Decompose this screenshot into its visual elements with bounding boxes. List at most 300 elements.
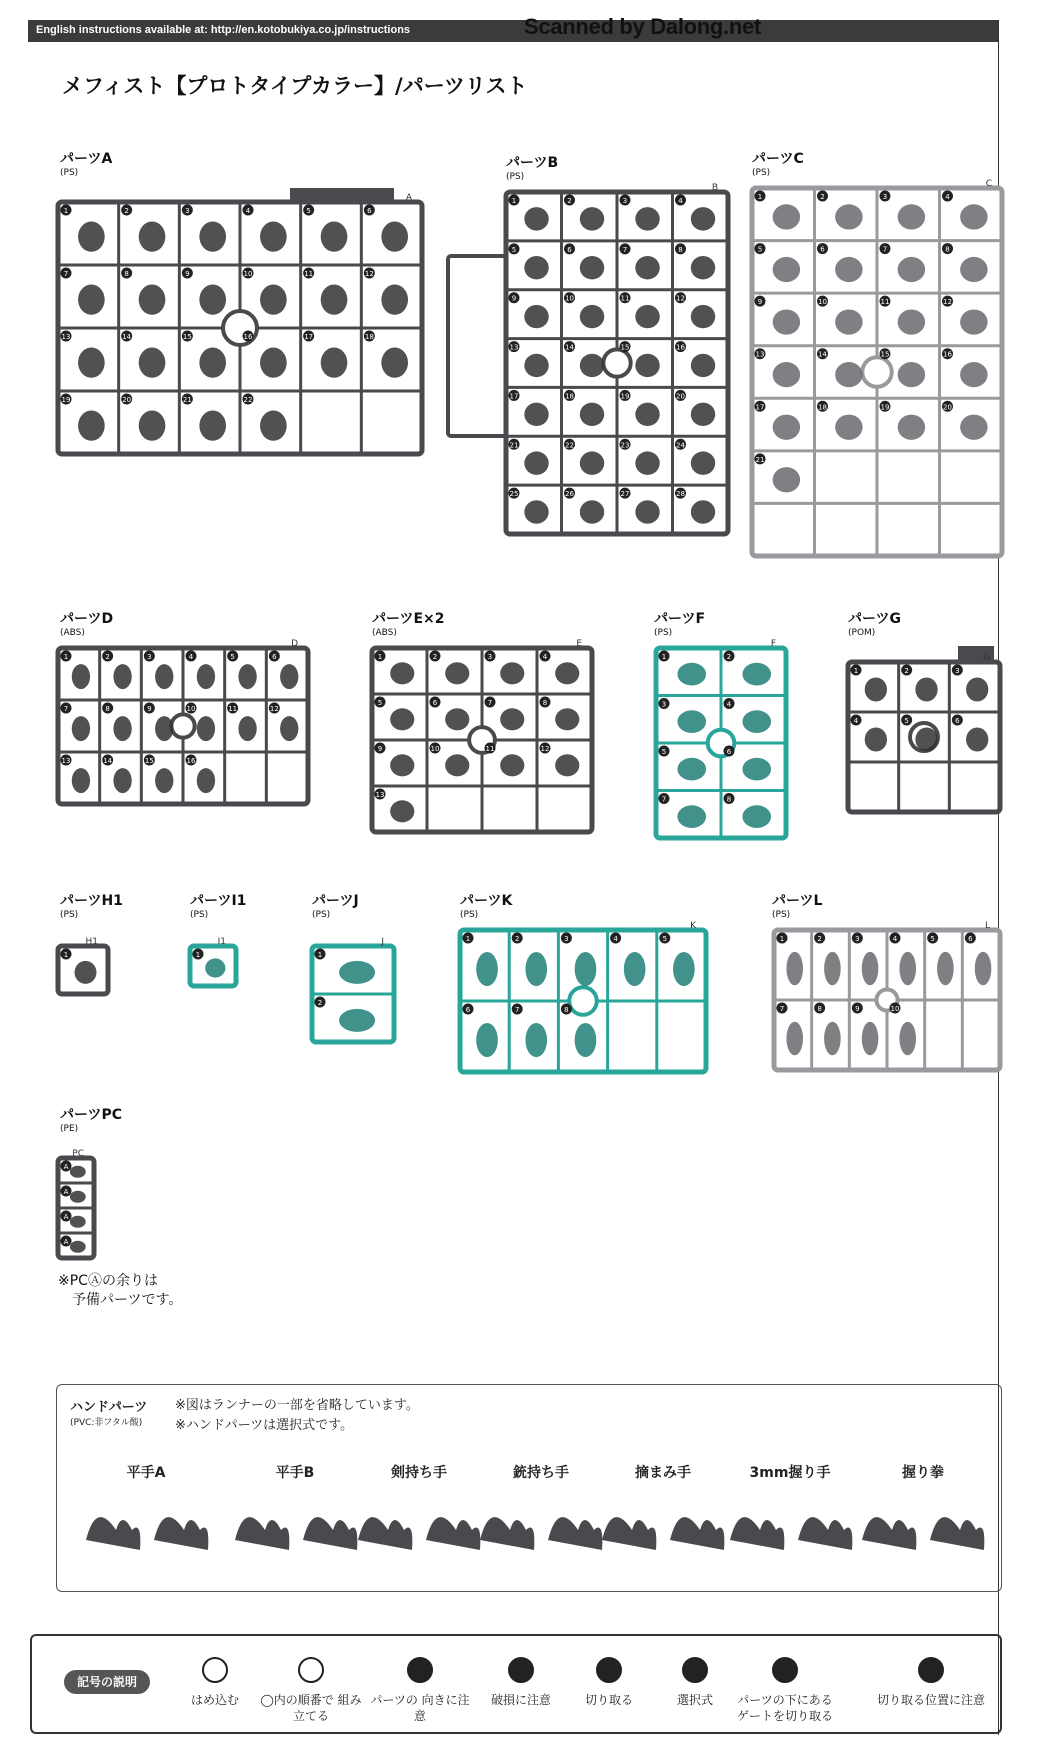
part-shape [199,411,226,441]
part-shape [524,500,548,523]
part-shape [742,710,771,733]
part-shape [70,1216,86,1228]
part-number: 7 [882,245,888,254]
part-number: 19 [620,392,630,401]
part-number: 2 [567,197,572,205]
part-number: 8 [124,270,129,278]
part-number: 10 [565,294,574,303]
part-number: 8 [542,699,548,707]
part-shape [773,362,801,387]
part-shape [280,716,298,741]
part-number: 17 [755,403,765,412]
hand-label-5: 摘まみ手 [635,1465,691,1481]
part-number: 9 [855,1005,860,1013]
part-shape [824,952,841,986]
legend-box [30,1634,1002,1734]
hand-parts-notes: ※図はランナーの一部を省略しています。 ※ハンドパーツは選択式です。 [175,1398,419,1433]
part-number: 6 [272,653,277,661]
part-number: 6 [820,245,825,254]
part-number: 1 [195,951,201,959]
part-shape [635,451,659,474]
runner-label-g: パーツG (POM) [848,611,901,638]
part-number: 15 [620,343,630,352]
part-number: 6 [432,699,438,707]
part-number: 2 [726,653,732,661]
part-number: 22 [243,396,253,404]
part-shape [742,663,771,686]
part-shape [691,207,715,230]
part-shape [773,204,801,229]
part-number: A [63,1238,69,1246]
part-shape [390,662,414,684]
part-shape [500,662,524,684]
part-number: 8 [817,1005,822,1013]
part-shape [78,285,105,315]
part-number: 16 [186,757,196,765]
part-shape [70,1191,86,1203]
part-number: 7 [514,1006,520,1014]
part-shape [824,1022,841,1056]
part-shape [381,222,408,252]
part-shape [773,415,801,440]
part-shape [691,256,715,279]
part-number: 11 [880,298,890,307]
part-shape [915,678,937,702]
part-shape [677,663,706,686]
runner-letter: PC [72,1149,84,1159]
part-number: 13 [375,791,385,799]
part-shape [677,758,706,781]
part-shape [835,204,863,229]
part-shape [742,758,771,781]
part-shape [862,952,879,986]
part-shape [898,362,926,387]
part-shape [139,222,166,252]
part-number: 1 [661,653,667,661]
part-number: 25 [509,490,519,499]
part-shape [865,728,887,752]
part-shape [773,467,801,492]
hand-label-4: 銃持ち手 [513,1465,569,1481]
part-number: 7 [63,270,69,278]
part-shape [960,257,988,282]
part-number: 2 [820,193,825,201]
part-number: 12 [676,294,685,303]
part-shape [960,204,988,229]
part-shape [580,354,604,377]
part-number: 1 [377,653,383,661]
part-number: 13 [61,333,71,341]
legend-label-5: 切り取る [584,1693,633,1707]
part-number: 1 [63,207,69,215]
part-shape [260,411,287,441]
part-shape [72,768,90,793]
part-shape [975,952,992,986]
part-number: 12 [364,270,374,278]
part-shape [960,309,988,334]
part-shape [476,952,498,986]
part-shape [139,348,166,378]
part-shape [381,348,408,378]
legend-label-3: パーツの 向きに注意 [370,1693,470,1723]
part-shape [773,309,801,334]
part-shape [580,403,604,426]
runner-letter: G [983,653,990,663]
part-shape [280,664,298,689]
part-shape [524,354,548,377]
part-shape [898,204,926,229]
hand-label-1: 平手A [126,1465,166,1481]
part-number: 24 [676,441,685,450]
part-number: 13 [755,350,765,359]
part-shape [445,662,469,684]
part-shape [899,952,916,986]
part-shape [155,768,173,793]
part-shape [476,1023,498,1057]
legend-label-1: はめ込む [190,1693,239,1707]
part-number: 16 [943,350,952,359]
part-shape [898,309,926,334]
part-number: 5 [661,748,667,756]
runner-label-j: パーツJ (PS) [312,893,359,920]
page-title: メフィスト【プロトタイプカラー】/パーツリスト [62,74,528,98]
part-number: 14 [818,350,827,359]
part-shape [898,257,926,282]
part-number: 2 [105,653,110,661]
part-shape [624,952,646,986]
part-number: 1 [317,951,323,959]
part-number: 20 [676,392,685,401]
runner-letter: C [985,179,992,189]
part-shape [445,708,469,730]
part-shape [635,403,659,426]
part-number: 14 [103,757,113,765]
part-number: 7 [63,705,69,713]
part-shape [381,285,408,315]
legend-label-7: パーツの下にある ゲートを切り取る [736,1693,833,1723]
part-number: A [63,1163,69,1171]
part-number: 8 [726,795,732,804]
part-shape [960,362,988,387]
part-number: 28 [676,490,685,499]
part-number: 11 [228,705,238,713]
part-number: 10 [243,270,253,278]
part-number: 2 [317,999,323,1007]
part-shape [197,716,215,741]
part-shape [691,451,715,474]
part-shape [524,305,548,328]
part-shape [525,1023,547,1057]
part-shape [580,451,604,474]
part-shape [197,768,215,793]
runner-label-l: パーツL (PS) [772,893,823,920]
part-number: 10 [818,298,827,307]
part-shape [835,257,863,282]
part-number: 1 [779,935,785,943]
part-number: 12 [943,298,952,307]
part-shape [524,403,548,426]
part-shape [862,1022,879,1056]
part-number: 15 [182,333,192,341]
part-number: 2 [432,653,438,661]
runner-hub [603,349,630,376]
part-number: 3 [855,935,860,943]
part-shape [321,348,348,378]
hand-parts-title: ハンドパーツ (PVC:非フタル酸) [70,1400,148,1428]
part-shape [139,411,166,441]
hand-label-2: 平手B [275,1465,315,1481]
part-shape [575,1023,597,1057]
part-shape [937,952,954,986]
part-number: 8 [678,245,683,254]
part-shape [113,716,131,741]
legend-label-6: 選択式 [676,1693,713,1707]
part-shape [635,305,659,328]
part-shape [321,222,348,252]
part-number: 3 [185,207,190,215]
part-number: 1 [465,935,471,943]
part-shape [635,256,659,279]
part-number: 7 [487,699,493,707]
part-number: 8 [945,245,950,254]
part-shape [72,716,90,741]
part-number: 3 [564,935,569,943]
part-shape [691,403,715,426]
part-number: 18 [818,403,827,412]
part-number: 5 [662,935,668,943]
part-shape [390,800,414,822]
part-number: 10 [430,745,440,753]
part-number: 17 [509,392,519,401]
part-number: 6 [955,717,960,725]
runner-hub [171,714,194,737]
runner-letter: I1 [217,937,226,947]
part-shape [580,256,604,279]
runner-letter: K [690,921,696,931]
part-number: 11 [485,745,495,753]
legend-label-8: 切り取る位置に注意 [876,1693,985,1707]
part-shape [898,415,926,440]
runner-letter: J [381,937,384,947]
part-number: 11 [620,294,630,303]
part-number: 9 [185,270,190,278]
part-shape [691,305,715,328]
part-shape [500,708,524,730]
part-shape [199,222,226,252]
runner-label-a: パーツA (PS) [60,151,113,178]
part-shape [238,664,256,689]
part-shape [524,451,548,474]
part-number: 10 [186,705,196,713]
part-number: 3 [487,653,493,661]
part-shape [199,348,226,378]
part-shape [580,207,604,230]
english-url: English instructions available at: http://en.kotobukiya.co.jp/instructions [36,24,411,36]
part-number: 4 [542,653,548,661]
hand-label-6: 3mm握り手 [749,1465,831,1481]
part-number: 16 [243,333,253,341]
part-number: 18 [364,333,374,341]
part-number: 15 [144,757,154,765]
runner-side-frame [448,256,506,436]
part-shape [500,754,524,776]
part-shape [445,754,469,776]
part-number: 21 [755,455,765,464]
part-number: 1 [511,197,517,205]
part-number: 19 [880,403,890,412]
part-number: 11 [304,270,314,278]
part-shape [677,710,706,733]
part-number: 20 [943,403,952,412]
runner-letter: E [576,639,582,649]
part-number: 3 [147,653,152,661]
part-shape [691,500,715,523]
part-number: 1 [757,193,763,201]
part-shape [915,728,937,752]
part-shape [139,285,166,315]
part-shape [524,207,548,230]
part-shape [786,1022,803,1056]
part-number: 21 [509,441,519,450]
runner-letter: F [770,639,776,649]
part-number: 9 [147,705,152,713]
part-number: 10 [890,1005,900,1013]
part-number: 3 [955,667,960,675]
part-shape [835,362,863,387]
part-number: 2 [817,935,822,943]
part-shape [339,1009,375,1032]
part-shape [78,411,105,441]
part-number: 18 [565,392,574,401]
part-number: 3 [661,700,667,709]
part-number: 2 [124,207,129,215]
part-shape [321,285,348,315]
part-shape [835,415,863,440]
part-number: 9 [377,745,383,753]
part-shape [635,354,659,377]
part-number: 5 [230,653,235,661]
part-shape [555,662,579,684]
part-number: 27 [620,490,630,499]
part-number: 13 [509,343,519,352]
part-number: 5 [511,245,517,254]
runner-label-d: パーツD (ABS) [60,611,114,638]
part-shape [197,664,215,689]
part-number: 1 [63,951,69,959]
scan-credit: Scanned by Dalong.net [524,14,761,39]
part-shape [865,678,887,702]
part-number: 5 [757,245,763,254]
part-shape [155,664,173,689]
part-shape [635,500,659,523]
part-number: 6 [567,245,572,254]
part-number: 4 [188,653,194,661]
runner-letter: A [405,193,412,203]
runner-hub [862,357,891,386]
part-number: 2 [514,935,520,943]
part-number: 3 [622,197,628,205]
part-shape [72,664,90,689]
part-number: 26 [565,490,574,499]
part-number: 5 [306,207,311,215]
part-number: 9 [757,298,763,307]
part-number: A [63,1188,69,1196]
runner-hub [569,987,597,1015]
part-shape [78,348,105,378]
part-number: 8 [564,1006,569,1014]
part-shape [70,1166,86,1178]
part-shape [199,285,226,315]
part-shape [899,1022,916,1056]
part-number: 1 [853,667,859,675]
part-shape [742,805,771,828]
runner-label-pc: パーツPC (PE) [60,1107,122,1134]
hand-label-7: 握り拳 [902,1465,944,1481]
part-shape [339,961,375,984]
part-number: 1 [63,653,69,661]
part-shape [580,305,604,328]
part-shape [525,952,547,986]
part-number: 14 [565,343,574,352]
runner-label-b: パーツB (PS) [506,155,559,182]
part-number: 21 [182,396,192,404]
part-shape [555,754,579,776]
part-number: 23 [620,441,630,450]
part-shape [580,500,604,523]
runner-label-f: パーツF (PS) [654,611,706,638]
part-shape [238,716,256,741]
part-shape [673,952,695,986]
part-number: 4 [678,197,683,205]
part-number: 4 [726,700,732,709]
part-shape [260,222,287,252]
part-number: 3 [882,193,888,201]
runner-label-e: パーツE×2 (ABS) [372,611,445,638]
part-number: 20 [122,396,132,404]
part-shape [75,961,97,984]
part-number: 7 [622,245,628,254]
legend-label-4: 破損に注意 [490,1693,551,1707]
part-shape [524,256,548,279]
part-number: 6 [465,1006,471,1014]
runner-letter: H1 [85,937,98,947]
part-shape [966,728,988,752]
part-number: 16 [676,343,685,352]
part-number: 4 [945,193,950,201]
part-number: 13 [61,757,71,765]
part-shape [260,348,287,378]
runner-label-c: パーツC (PS) [752,151,804,178]
part-shape [677,805,706,828]
part-shape [155,716,173,741]
part-number: 5 [377,699,383,707]
part-number: 17 [304,333,314,341]
part-shape [78,222,105,252]
part-number: 6 [367,207,372,215]
part-shape [390,708,414,730]
part-number: 12 [540,745,550,753]
part-number: 6 [726,748,732,756]
part-number: 22 [565,441,574,450]
runner-letter: D [291,639,298,649]
hand-label-3: 剣持ち手 [391,1465,447,1481]
part-number: A [63,1213,69,1221]
part-shape [70,1241,86,1253]
part-number: 6 [968,935,973,943]
part-number: 4 [853,717,859,725]
runner-label-i1: パーツI1 (PS) [190,893,247,920]
part-number: 12 [269,705,279,713]
